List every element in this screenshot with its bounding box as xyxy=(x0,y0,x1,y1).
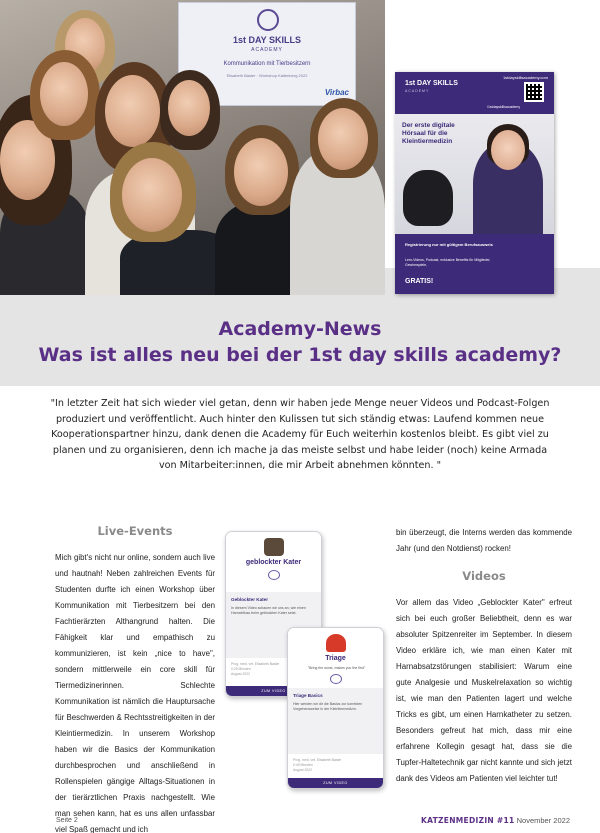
phone-meta-author: Prog. med. vet. Elisabeth Basler xyxy=(293,758,342,762)
flyer-pitch: Der erste digitale Hörsaal für die Kleintiermedizin xyxy=(402,122,455,145)
phone-meta-date: August 2022 xyxy=(293,768,313,772)
issue-date: November 2022 xyxy=(516,816,570,825)
left-column xyxy=(55,524,215,833)
academy-logo-icon xyxy=(330,674,342,684)
phone-card-heading: Geblockter Kater xyxy=(231,597,269,602)
videos-heading: Videos xyxy=(462,569,506,583)
live-events-heading: Live-Events xyxy=(97,524,173,538)
flyer-logo: 1st DAY SKILLS xyxy=(405,80,458,87)
dog-icon xyxy=(403,170,453,226)
zum-video-button[interactable]: ZUM VIDEO xyxy=(288,778,383,788)
phone-card xyxy=(288,688,383,754)
right-column-continuation: bin überzeugt, die Interns werden das kommende Jahr (und den Notdienst) rocken! xyxy=(396,528,572,553)
person-face xyxy=(168,80,210,136)
page-title: Academy-News xyxy=(218,318,382,340)
phone-mockup-triage xyxy=(287,627,384,789)
flyer-social: /1stdayskillsacademy xyxy=(487,105,521,109)
phone-header xyxy=(288,628,383,688)
magazine-footer xyxy=(421,816,570,825)
flyer-gratis: GRATIS! xyxy=(405,278,434,285)
person-face xyxy=(318,108,368,170)
qr-code-icon xyxy=(524,82,544,102)
flyer-benefits: Lern-Videos, Podcast, exklusive Benefits für Mitglieder, Gewinnspiele, xyxy=(405,258,491,267)
person-face xyxy=(234,138,288,206)
phone-card-text: In diesem Video schauen wir uns an, wie einen Harnabfluss beim geblockten Kater setzt. xyxy=(231,606,306,615)
phone-video-name: Triage xyxy=(325,655,346,662)
page-subtitle: Was ist alles neu bei der 1st day skills academy? xyxy=(38,344,562,366)
screen-subtitle: ACADEMY xyxy=(251,47,283,53)
phone-quote: "Bring the worst, makes you the first" xyxy=(307,666,366,670)
screen-line: Kommunikation mit Tierbesitzern xyxy=(223,61,311,67)
phone-card-heading: Triage Basics xyxy=(293,693,323,698)
live-events-text: Mich gibt's nicht nur online, sondern auch live und hautnah! Neben zahlreichen Events für Studenten durfte ich einen Workshop über Kommunikation mit Tierbesitzern bei den Fachtierärzten Althangrund halten. Die Fähigkeit klar und empathisch zu kommunizieren, ist kein „nice to have", sondern mittlerweile ein core skill für Tiermedizinerinnen. Schlechte Kommunikation ist nämlich die Hauptursache für Beschwerden & Rechtsstreitigkeiten in der Kleintiermedizin. In unserem Workshop haben wir die Basics der Kommunikation durchbesprochen und anschließend in Rollenspielen gängige Alltags-Situationen in der tierärztlichen Praxis nachgestellt. Wie man sehen kann, hat es uns allen unfassbar viel Spaß gemacht und ich xyxy=(55,553,215,833)
phone-meta-duration: 0:49 Minuten xyxy=(293,763,313,767)
phone-card-text: Hier werden wir dir die Basics zur korrekten Vorgehensweise in der Kleintiermedizin. xyxy=(293,702,363,711)
phone-header xyxy=(226,532,321,592)
vet-face xyxy=(491,130,525,170)
academy-flyer xyxy=(395,72,554,294)
phone-meta-date: August 2022 xyxy=(231,672,251,676)
academy-logo-icon xyxy=(268,570,280,580)
videos-text: Vor allem das Video „Geblockter Kater" erfreut sich bei euch großer Beliebtheit, denn es war absoluter Spitzenreiter im September. In diesem Video erkläre ich, wie man einen Kater mit Harnabsatzstörungen stabilisiert: Warum eine gute Analgesie und Muskelrelaxation so wichtig ist, wie man den Patienten lagert und welche Tricks es gibt, um einen Harnkatheter zu setzen. Besonders gefreut hat mich, dass mir eine erfahrene Kollegin gesagt hat, dass sie die Tupfer-Haltetechnik gar nicht kannte und sich jetzt dank des Videos am Patienten viel leichter tut! xyxy=(396,598,572,783)
right-column xyxy=(396,525,572,787)
screen-brand: Virbac xyxy=(324,88,349,97)
group-photo xyxy=(0,0,385,295)
flyer-site: 1stdayskillsacademy.com xyxy=(502,75,548,80)
screen-small: Elisabeth Basler · Workshop Kaltenberg 2022 xyxy=(226,73,308,78)
magazine-name: KATZENMEDIZIN #11 xyxy=(421,816,515,825)
phone-meta xyxy=(288,754,383,777)
person-face xyxy=(122,158,182,232)
cat-icon xyxy=(264,538,284,556)
flyer-registration: Registrierung nur mit gültigem Berufsausweis xyxy=(405,242,493,247)
screen-title: 1st DAY SKILLS xyxy=(232,35,302,45)
academy-logo-icon xyxy=(257,9,279,31)
person-face xyxy=(105,75,160,147)
person-face xyxy=(40,62,88,126)
intro-quote: "In letzter Zeit hat sich wieder viel getan, denn wir haben jede Menge neuer Videos und Podcast-Folgen produziert und veröffentlicht. Auch hinter den Kulissen tut sich ständig etwas: Laufend kommen neue Kooperationspartner hinzu, dank denen die Academy für Euch weiterhin kostenlos bleibt. Es gibt viel zu planen und zu organisieren, denn ich mache ja das meiste selbst und habe leider (noch) keine Armada von Mitarbeiter:innen, die mir Arbeit abnehmen könnten. " xyxy=(50,398,550,471)
alarm-light-icon xyxy=(326,634,346,652)
zum-video-button[interactable]: ZUM VIDEO xyxy=(226,686,321,696)
page-number: Seite 2 xyxy=(56,817,78,824)
flyer-logo-sub: ACADEMY xyxy=(405,89,430,93)
phone-meta-duration: 0:29 Minuten xyxy=(231,667,251,671)
phone-video-name: geblockter Kater xyxy=(245,559,302,566)
phone-meta-author: Prog. med. vet. Elisabeth Basler xyxy=(231,662,280,666)
